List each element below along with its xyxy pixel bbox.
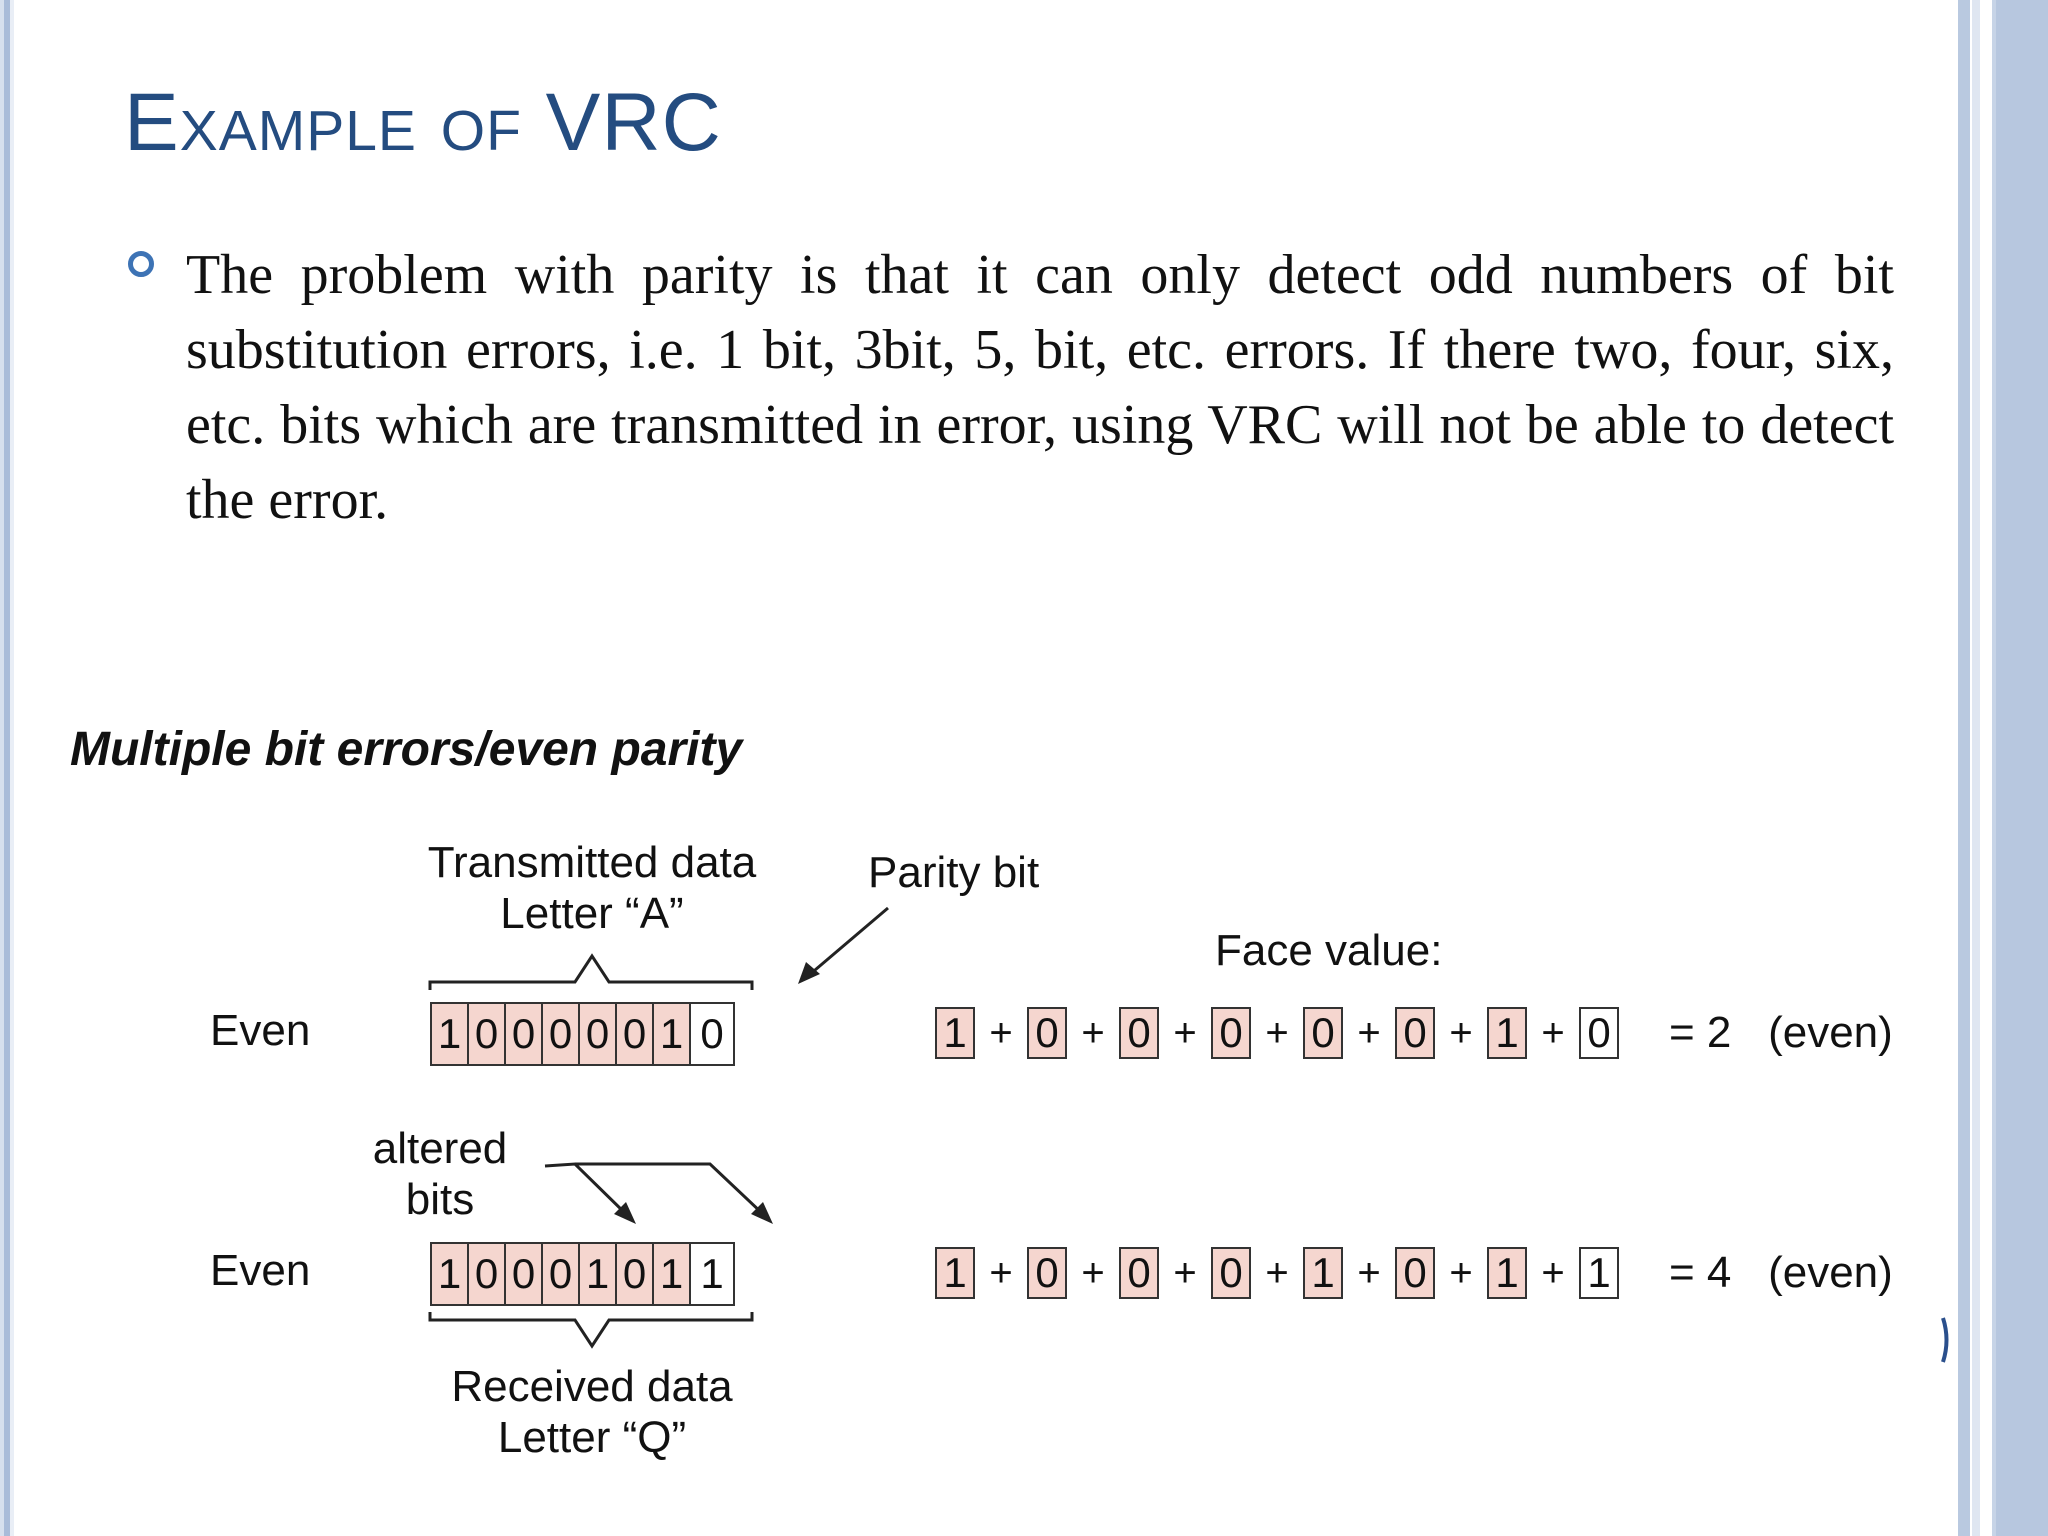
altered-arrow-1 xyxy=(545,1164,628,1216)
plus-sign: + xyxy=(1265,1010,1289,1055)
circle-bullet-icon xyxy=(128,251,154,277)
sum-data-bit: 1 xyxy=(1303,1247,1343,1299)
data-bit: 0 xyxy=(580,1004,617,1064)
data-bit: 1 xyxy=(580,1244,617,1304)
data-bit: 0 xyxy=(506,1004,543,1064)
sum-parity-bit: 0 xyxy=(1579,1007,1619,1059)
data-bit: 1 xyxy=(432,1244,469,1304)
sum-data-bit: 0 xyxy=(1211,1247,1251,1299)
plus-sign: + xyxy=(1081,1250,1105,1295)
plus-sign: + xyxy=(1357,1010,1381,1055)
sum-data-bit: 0 xyxy=(1211,1007,1251,1059)
received-brace xyxy=(430,1312,752,1346)
row1-sum xyxy=(935,1004,1893,1062)
data-bit: 0 xyxy=(469,1244,506,1304)
sum-data-bit: 1 xyxy=(935,1247,975,1299)
plus-sign: + xyxy=(1357,1250,1381,1295)
sum-result: = 2 (even) xyxy=(1669,1008,1893,1057)
sum-data-bit: 0 xyxy=(1119,1247,1159,1299)
sum-result: = 4 (even) xyxy=(1669,1248,1893,1297)
sum-data-bit: 0 xyxy=(1027,1007,1067,1059)
sum-data-bit: 1 xyxy=(1487,1247,1527,1299)
face-value-label: Face value: xyxy=(1215,926,1443,975)
plus-sign: + xyxy=(989,1250,1013,1295)
parity-figure xyxy=(0,700,1960,1536)
figure-title: Multiple bit errors/even parity xyxy=(70,723,743,776)
data-bit: 0 xyxy=(543,1004,580,1064)
parity-arrow xyxy=(808,908,888,976)
sum-parity-bit: 1 xyxy=(1579,1247,1619,1299)
sum-data-bit: 0 xyxy=(1119,1007,1159,1059)
transmitted-label: Transmitted data Letter “A” xyxy=(427,838,757,938)
parity-bit: 1 xyxy=(691,1244,733,1304)
figure-annotations xyxy=(0,700,1960,1536)
row2-sum xyxy=(935,1244,1893,1302)
sum-data-bit: 0 xyxy=(1395,1247,1435,1299)
parity-bit-label: Parity bit xyxy=(868,848,1040,897)
plus-sign: + xyxy=(1449,1250,1473,1295)
plus-sign: + xyxy=(1541,1010,1565,1055)
transmitted-brace xyxy=(430,956,752,990)
sum-data-bit: 0 xyxy=(1303,1007,1343,1059)
sum-data-bit: 0 xyxy=(1395,1007,1435,1059)
plus-sign: + xyxy=(1265,1250,1289,1295)
slide-right-border xyxy=(1958,0,2048,1536)
data-bit: 0 xyxy=(617,1244,654,1304)
row1-parity-type: Even xyxy=(210,1006,311,1055)
data-bit: 0 xyxy=(543,1244,580,1304)
row2-parity-type: Even xyxy=(210,1246,311,1295)
data-bit: 1 xyxy=(432,1004,469,1064)
sum-data-bit: 0 xyxy=(1027,1247,1067,1299)
plus-sign: + xyxy=(1449,1010,1473,1055)
plus-sign: + xyxy=(1173,1010,1197,1055)
slide-title: Example of VRC xyxy=(124,77,722,168)
bullet-text: The problem with parity is that it can only detect odd numbers of bit substitution errors, i.e. 1 bit, 3bit, 5, bit, etc. errors. If there two, four, six, etc. bits which are transmitted in error, using VRC will not be able to detect the error. xyxy=(186,244,1894,531)
altered-bits-label: altered bits xyxy=(372,1124,508,1224)
received-label: Received data Letter “Q” xyxy=(451,1362,733,1462)
plus-sign: + xyxy=(989,1010,1013,1055)
data-bit: 1 xyxy=(654,1004,691,1064)
plus-sign: + xyxy=(1541,1250,1565,1295)
plus-sign: + xyxy=(1081,1010,1105,1055)
row2-bit-sequence xyxy=(430,1242,735,1306)
parity-bit: 0 xyxy=(691,1004,733,1064)
row1-bit-sequence xyxy=(430,1002,735,1066)
data-bit: 0 xyxy=(506,1244,543,1304)
data-bit: 0 xyxy=(617,1004,654,1064)
sum-data-bit: 1 xyxy=(935,1007,975,1059)
data-bit: 0 xyxy=(469,1004,506,1064)
data-bit: 1 xyxy=(654,1244,691,1304)
sum-data-bit: 1 xyxy=(1487,1007,1527,1059)
plus-sign: + xyxy=(1173,1250,1197,1295)
